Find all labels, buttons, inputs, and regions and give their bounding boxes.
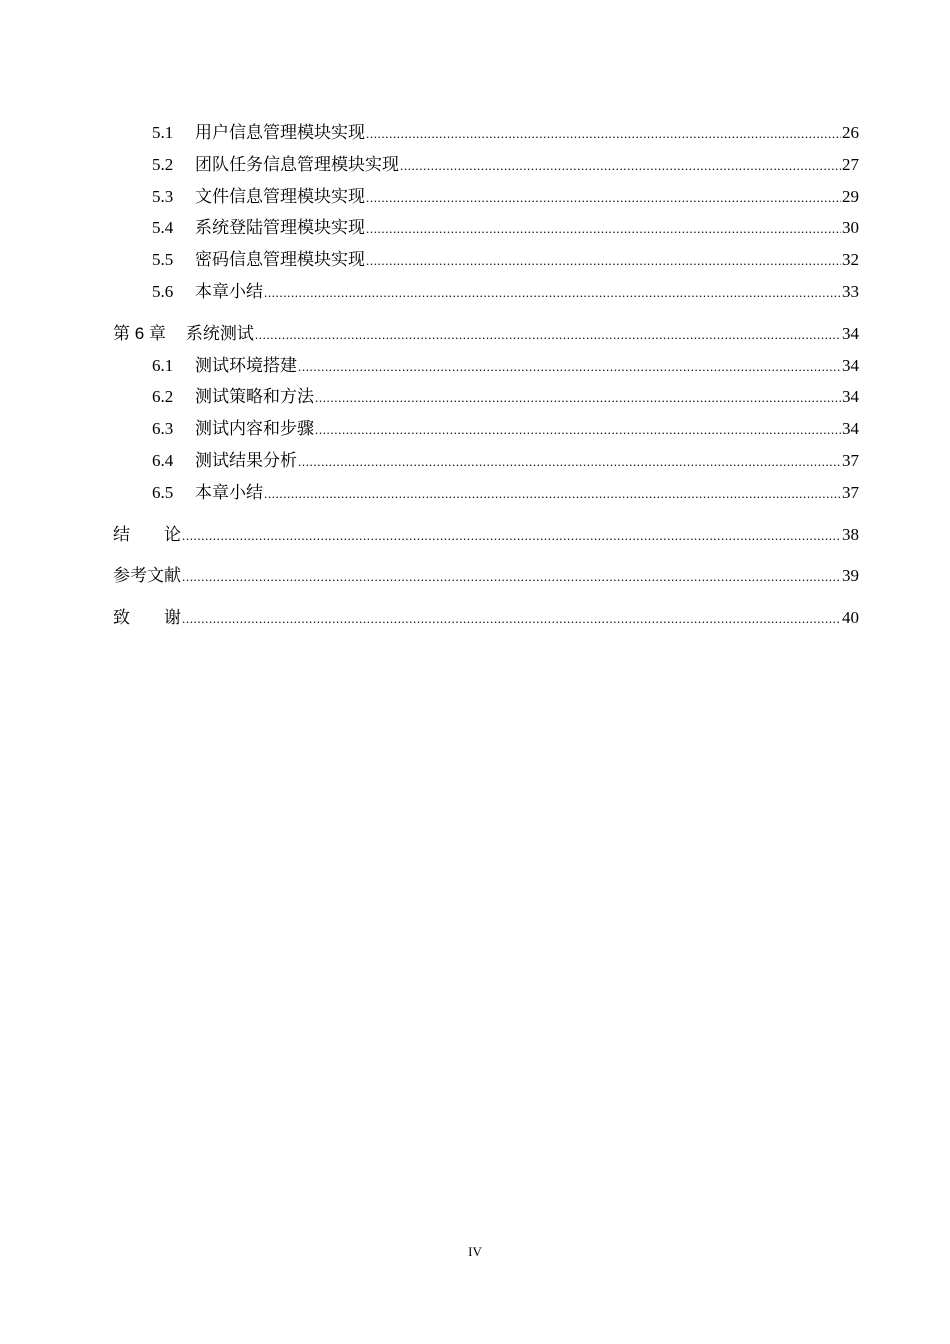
section-title: 测试策略和方法 <box>195 387 314 407</box>
section-title: 本章小结 <box>195 281 263 301</box>
page-number: 37 <box>842 482 859 502</box>
toc-entry-5-3[interactable] <box>113 182 859 214</box>
section-title: 本章小结 <box>195 482 263 502</box>
section-number: 6.5 <box>152 482 174 502</box>
dot-leader <box>182 528 841 544</box>
section-title: 系统登陆管理模块实现 <box>195 218 365 238</box>
dot-leader <box>255 327 841 343</box>
toc-entry-6-4[interactable] <box>113 446 859 478</box>
toc-entry-5-1[interactable] <box>113 118 859 150</box>
page-number: 33 <box>842 281 859 301</box>
dot-leader <box>264 285 841 301</box>
acknowledgements-title: 致 谢 <box>113 608 181 628</box>
toc-entry-references[interactable] <box>113 561 859 593</box>
toc-entry-5-4[interactable] <box>113 213 859 245</box>
section-title: 测试结果分析 <box>195 450 297 470</box>
chapter-title: 系统测试 <box>185 323 254 343</box>
toc-entry-acknowledgements[interactable] <box>113 603 859 635</box>
page-number: 37 <box>842 450 859 470</box>
toc-entry-5-5[interactable] <box>113 245 859 277</box>
page-number: 38 <box>842 524 859 544</box>
page-number: 39 <box>842 566 859 586</box>
toc-entry-5-2[interactable] <box>113 150 859 182</box>
table-of-contents <box>113 118 859 635</box>
section-title: 测试内容和步骤 <box>195 419 314 439</box>
toc-entry-6-5[interactable] <box>113 478 859 510</box>
page-number: 32 <box>842 250 859 270</box>
page-number: 34 <box>842 387 859 407</box>
toc-entry-conclusion[interactable] <box>113 520 859 552</box>
dot-leader <box>315 422 841 438</box>
section-title: 密码信息管理模块实现 <box>195 250 365 270</box>
section-number: 5.1 <box>152 123 174 142</box>
section-title: 文件信息管理模块实现 <box>195 186 365 206</box>
page-number: 27 <box>842 154 859 174</box>
section-number: 5.6 <box>152 281 174 301</box>
page-number: 30 <box>842 218 859 238</box>
dot-leader <box>315 390 841 406</box>
toc-entry-6-1[interactable] <box>113 351 859 383</box>
toc-entry-chapter-6[interactable] <box>113 319 859 351</box>
section-number: 6.1 <box>152 355 174 375</box>
page-number: 29 <box>842 186 859 206</box>
section-title: 测试环境搭建 <box>195 355 297 375</box>
dot-leader <box>298 359 841 375</box>
toc-entry-6-3[interactable] <box>113 414 859 446</box>
section-title: 团队任务信息管理模块实现 <box>195 154 399 174</box>
dot-leader <box>264 486 841 502</box>
conclusion-title: 结 论 <box>113 524 181 544</box>
page-footer-number: IV <box>468 1244 482 1259</box>
section-number: 5.4 <box>152 218 174 238</box>
section-title: 用户信息管理模块实现 <box>195 123 365 142</box>
dot-leader <box>366 126 841 142</box>
section-number: 5.5 <box>152 250 174 270</box>
toc-entry-5-6[interactable] <box>113 277 859 309</box>
section-number: 6.2 <box>152 387 174 407</box>
toc-entry-6-2[interactable] <box>113 382 859 414</box>
dot-leader <box>366 221 841 237</box>
dot-leader <box>182 611 841 627</box>
section-number: 5.2 <box>152 154 174 174</box>
page-number: 34 <box>842 323 859 343</box>
section-number: 6.3 <box>152 419 174 439</box>
page-number: 26 <box>842 123 859 142</box>
dot-leader <box>366 253 841 269</box>
dot-leader <box>400 158 841 174</box>
page-number: 34 <box>842 355 859 375</box>
section-number: 6.4 <box>152 450 174 470</box>
dot-leader <box>182 569 841 585</box>
dot-leader <box>366 190 841 206</box>
page-number: 34 <box>842 419 859 439</box>
dot-leader <box>298 454 841 470</box>
references-title: 参考文献 <box>113 566 181 586</box>
page-number: 40 <box>842 608 859 628</box>
section-number: 5.3 <box>152 186 174 206</box>
chapter-number: 第 6 章 <box>113 323 166 343</box>
